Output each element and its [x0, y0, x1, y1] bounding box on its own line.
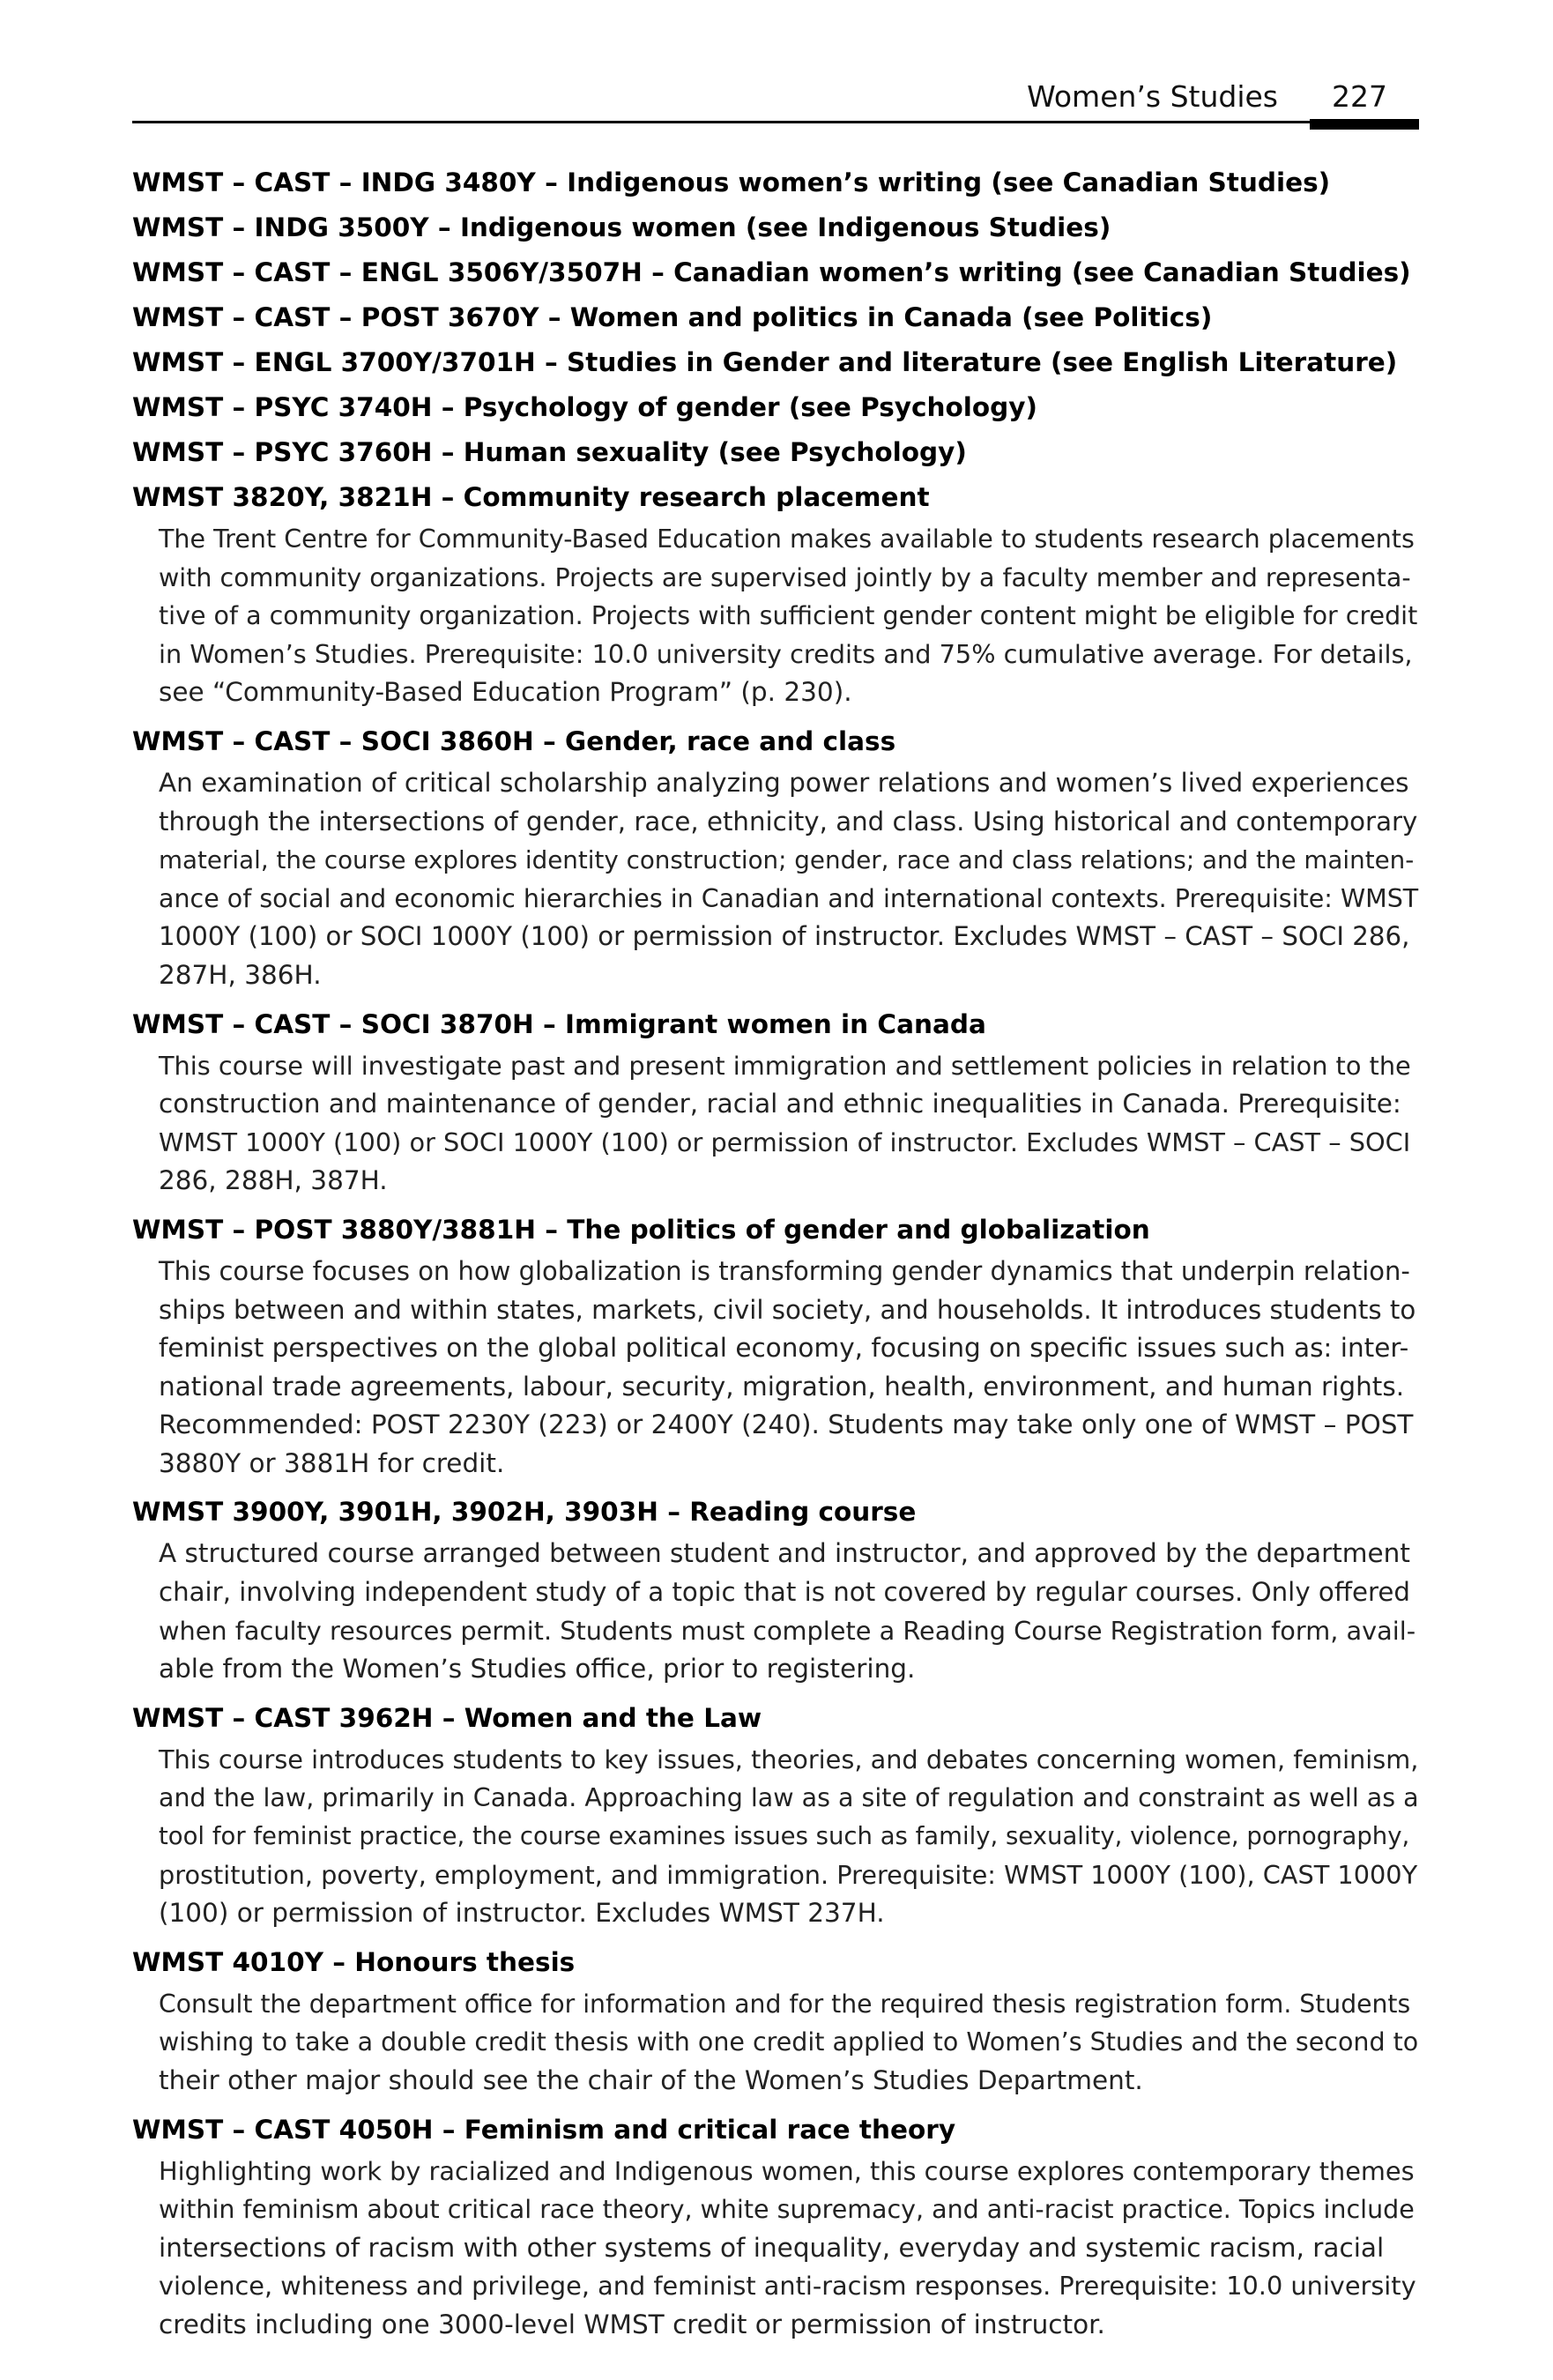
description-line: in Women’s Studies. Prerequisite: 10.0 university credits and 75% cumulative average. For details,	[159, 638, 1413, 669]
description-line: This course will investigate past and present immigration and settlement policies in relation to the	[159, 1050, 1411, 1081]
description-line: A structured course arranged between student and instructor, and approved by the department	[159, 1538, 1410, 1569]
description-line: tool for feminist practice, the course examines issues such as family, sexuality, violence, pornography,	[159, 1822, 1410, 1851]
course-entry	[132, 340, 1419, 385]
description-line: chair, involving independent study of a topic that is not covered by regular courses. Only offered	[159, 1577, 1410, 1608]
description-line: within feminism about critical race theory, white supremacy, and anti-racist practice. Topics include	[159, 2195, 1415, 2225]
description-line: and the law, primarily in Canada. Approaching law as a site of regulation and constraint as well as a	[159, 1783, 1419, 1813]
description-line: WMST 1000Y (100) or SOCI 1000Y (100) or permission of instructor. Excludes WMST – CAST – SOCI	[159, 1127, 1411, 1157]
course-title: WMST – CAST – POST 3670Y – Women and politics in Canada (see Politics)	[132, 302, 1213, 332]
course-title: WMST – CAST – SOCI 3860H – Gender, race and class	[132, 725, 896, 756]
course-list	[132, 160, 1419, 2352]
description-line: This course focuses on how globalization is transforming gender dynamics that underpin relation-	[159, 1255, 1410, 1286]
course-description	[159, 1985, 1419, 2101]
course-entry	[132, 719, 1419, 995]
description-line: feminist perspectives on the global political economy, focusing on specific issues such as: inter-	[159, 1333, 1409, 1364]
description-line: wishing to take a double credit thesis with one credit applied to Women’s Studies and the second to	[159, 2027, 1419, 2057]
course-description	[159, 764, 1419, 995]
course-title: WMST 4010Y – Honours thesis	[132, 1946, 576, 1977]
course-description	[159, 520, 1419, 712]
description-line: national trade agreements, labour, security, migration, health, environment, and human rights.	[159, 1371, 1405, 1402]
page-header	[132, 79, 1419, 132]
course-entry	[132, 1696, 1419, 1933]
header-rule	[132, 121, 1419, 123]
description-line: violence, whiteness and privilege, and feminist anti-racism responses. Prerequisite: 10.0 university	[159, 2271, 1416, 2302]
description-line: construction and maintenance of gender, racial and ethnic inequalities in Canada. Prerequisite:	[159, 1089, 1401, 1119]
description-line: 287H, 386H.	[159, 959, 322, 990]
description-line: Consult the department office for information and for the required thesis registration form. Students	[159, 1989, 1411, 2019]
description-line: able from the Women’s Studies office, prior to registering.	[159, 1654, 916, 1685]
description-line: Recommended: POST 2230Y (223) or 2400Y (240). Students may take only one of WMST – POST	[159, 1409, 1414, 1440]
course-entry	[132, 430, 1419, 475]
description-line: The Trent Centre for Community-Based Education makes available to students research placements	[159, 524, 1415, 554]
course-description	[159, 2153, 1419, 2345]
description-line: with community organizations. Projects are supervised jointly by a faculty member and representa-	[159, 562, 1411, 592]
header-thumb-tab	[1310, 119, 1419, 130]
description-line: tive of a community organization. Projects with sufficient gender content might be eligible for credit	[159, 601, 1418, 631]
description-line: credits including one 3000-level WMST credit or permission of instructor.	[159, 2309, 1105, 2339]
description-line: ships between and within states, markets, civil society, and households. It introduces students to	[159, 1294, 1416, 1325]
course-title: WMST – CAST 3962H – Women and the Law	[132, 1702, 762, 1733]
description-line: 1000Y (100) or SOCI 1000Y (100) or permission of instructor. Excludes WMST – CAST – SOCI 286,	[159, 921, 1410, 952]
course-description	[159, 1047, 1419, 1201]
course-entry	[132, 205, 1419, 250]
description-line: This course introduces students to key issues, theories, and debates concerning women, feminism,	[159, 1744, 1419, 1774]
description-line: when faculty resources permit. Students must complete a Reading Course Registration form, avail-	[159, 1615, 1416, 1646]
course-title: WMST – PSYC 3760H – Human sexuality (see Psychology)	[132, 437, 967, 467]
course-title: WMST 3900Y, 3901H, 3902H, 3903H – Reading course	[132, 1497, 917, 1528]
description-line: through the intersections of gender, race, ethnicity, and class. Using historical and contemporary	[159, 806, 1418, 837]
course-entry	[132, 1002, 1419, 1201]
course-title: WMST – CAST – SOCI 3870H – Immigrant women in Canada	[132, 1008, 986, 1039]
running-header-title: Women’s Studies	[1027, 79, 1278, 114]
description-line: 286, 288H, 387H.	[159, 1165, 388, 1196]
course-description	[159, 1535, 1419, 1688]
course-entry	[132, 250, 1419, 295]
description-line: their other major should see the chair of the Women’s Studies Department.	[159, 2065, 1143, 2095]
course-title: WMST – PSYC 3740H – Psychology of gender (see Psychology)	[132, 392, 1037, 422]
course-entry	[132, 475, 1419, 712]
course-title: WMST – ENGL 3700Y/3701H – Studies in Gender and literature (see English Literature)	[132, 347, 1398, 377]
description-line: see “Community-Based Education Program” (p. 230).	[159, 677, 852, 708]
description-line: intersections of racism with other systems of inequality, everyday and systemic racism, racial	[159, 2232, 1385, 2263]
course-description	[159, 1253, 1419, 1484]
course-title: WMST – CAST – ENGL 3506Y/3507H – Canadian women’s writing (see Canadian Studies)	[132, 257, 1411, 287]
course-entry	[132, 160, 1419, 205]
description-line: prostitution, poverty, employment, and immigration. Prerequisite: WMST 1000Y (100), CAST 1000Y	[159, 1859, 1418, 1890]
description-line: An examination of critical scholarship analyzing power relations and women’s lived experiences	[159, 767, 1409, 798]
page-number: 227	[1332, 79, 1387, 114]
course-title: WMST 3820Y, 3821H – Community research placement	[132, 482, 930, 512]
description-line: ance of social and economic hierarchies in Canadian and international contexts. Prerequisite: WMST	[159, 883, 1419, 913]
course-description	[159, 1741, 1419, 1933]
course-title: WMST – CAST 4050H – Feminism and critical race theory	[132, 2114, 956, 2145]
course-entry	[132, 385, 1419, 430]
description-line: 3880Y or 3881H for credit.	[159, 1447, 505, 1478]
course-entry	[132, 2108, 1419, 2345]
description-line: Highlighting work by racialized and Indigenous women, this course explores contemporary themes	[159, 2155, 1415, 2186]
course-entry	[132, 1490, 1419, 1688]
description-line: (100) or permission of instructor. Excludes WMST 237H.	[159, 1898, 885, 1929]
description-line: material, the course explores identity construction; gender, race and class relations; and the mainten-	[159, 845, 1415, 875]
course-title: WMST – POST 3880Y/3881H – The politics of gender and globalization	[132, 1214, 1150, 1245]
course-entry	[132, 1208, 1419, 1484]
course-entry	[132, 1940, 1419, 2101]
course-entry	[132, 295, 1419, 340]
course-title: WMST – CAST – INDG 3480Y – Indigenous women’s writing (see Canadian Studies)	[132, 167, 1331, 197]
course-title: WMST – INDG 3500Y – Indigenous women (see Indigenous Studies)	[132, 212, 1111, 242]
